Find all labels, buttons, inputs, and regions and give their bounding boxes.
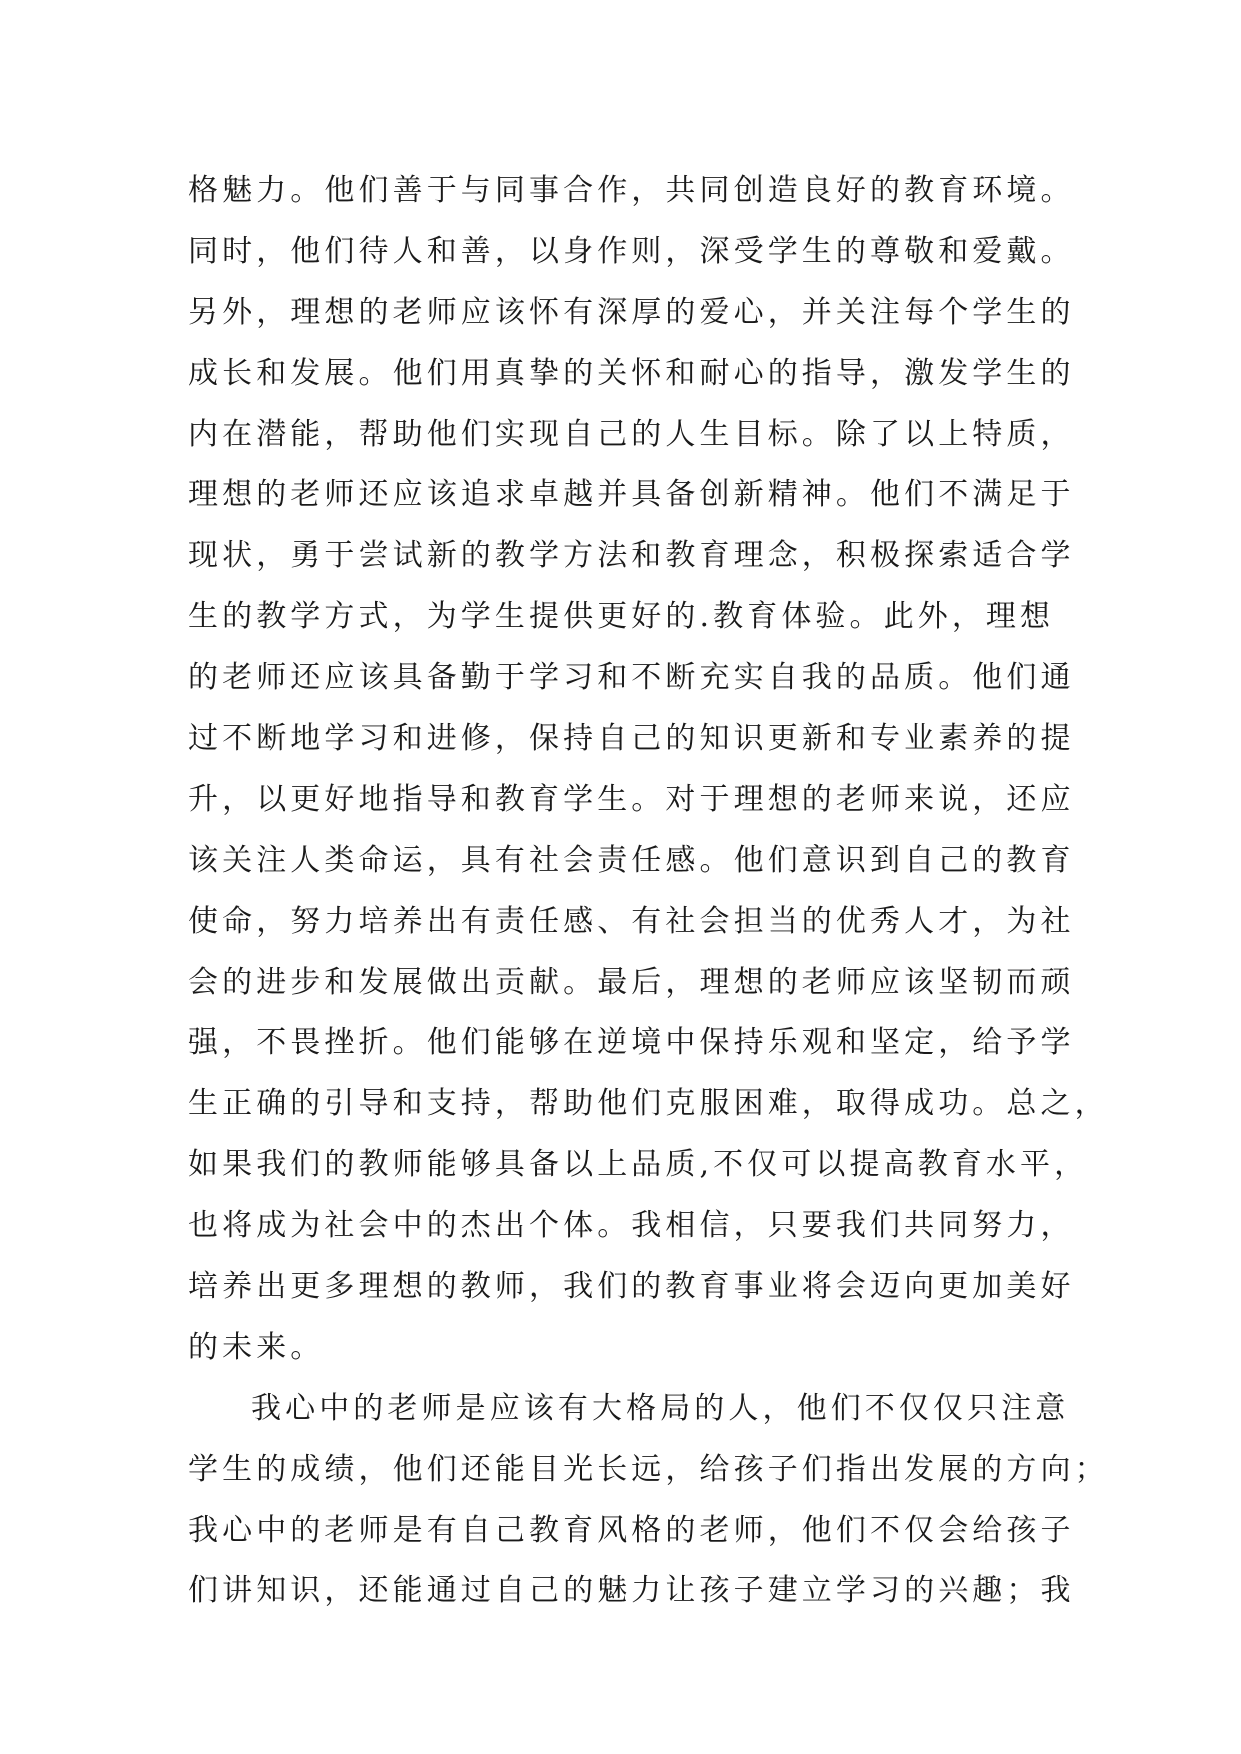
text-line: 使命，努力培养出有责任感、有社会担当的优秀人才，为社 (188, 903, 1075, 939)
text-line: 培养出更多理想的教师，我们的教育事业将会迈向更加美好 (188, 1269, 1075, 1305)
text-line: 如果我们的教师能够具备以上品质,不仅可以提高教育水平， (188, 1147, 1089, 1183)
text-line: 过不断地学习和进修，保持自己的知识更新和专业素养的提 (188, 721, 1075, 757)
text-line: 同时，他们待人和善，以身作则，深受学生的尊敬和爱戴。 (188, 233, 1075, 269)
text-line: 格魅力。他们善于与同事合作，共同创造良好的教育环境。 (188, 173, 1075, 208)
text-line: 该关注人类命运，具有社会责任感。他们意识到自己的教育 (188, 842, 1075, 878)
text-line: 生的教学方式，为学生提供更好的.教育体验。此外，理想 (188, 599, 1055, 635)
text-line: 们讲知识，还能通过自己的魅力让孩子建立学习的兴趣；我 (188, 1573, 1075, 1609)
body-text (188, 161, 1188, 1622)
paragraph-start-line: 我心中的老师是应该有大格局的人，他们不仅仅只注意 (251, 1390, 1070, 1426)
text-line: 生正确的引导和支持，帮助他们克服困难，取得成功。总之， (188, 1086, 1109, 1122)
text-line: 强，不畏挫折。他们能够在逆境中保持乐观和坚定，给予学 (188, 1025, 1075, 1061)
text-line: 我心中的老师是有自己教育风格的老师，他们不仅会给孩子 (188, 1512, 1075, 1548)
text-line: 的老师还应该具备勤于学习和不断充实自我的品质。他们通 (188, 660, 1075, 696)
text-line: 的未来。 (188, 1329, 325, 1365)
text-line: 成长和发展。他们用真挚的关怀和耐心的指导，激发学生的 (188, 355, 1075, 391)
text-line: 也将成为社会中的杰出个体。我相信，只要我们共同努力， (188, 1208, 1075, 1244)
text-line: 会的进步和发展做出贡献。最后，理想的老师应该坚韧而顽 (188, 964, 1075, 1000)
text-line: 学生的成绩，他们还能目光长远，给孩子们指出发展的方向； (188, 1451, 1109, 1487)
text-line: 理想的老师还应该追求卓越并具备创新精神。他们不满足于 (188, 477, 1075, 513)
text-line: 现状，勇于尝试新的教学方法和教育理念，积极探索适合学 (188, 538, 1075, 574)
text-line: 内在潜能，帮助他们实现自己的人生目标。除了以上特质， (188, 416, 1075, 452)
text-line: 另外，理想的老师应该怀有深厚的爱心，并关注每个学生的 (188, 294, 1075, 330)
text-line: 升，以更好地指导和教育学生。对于理想的老师来说，还应 (188, 781, 1075, 817)
